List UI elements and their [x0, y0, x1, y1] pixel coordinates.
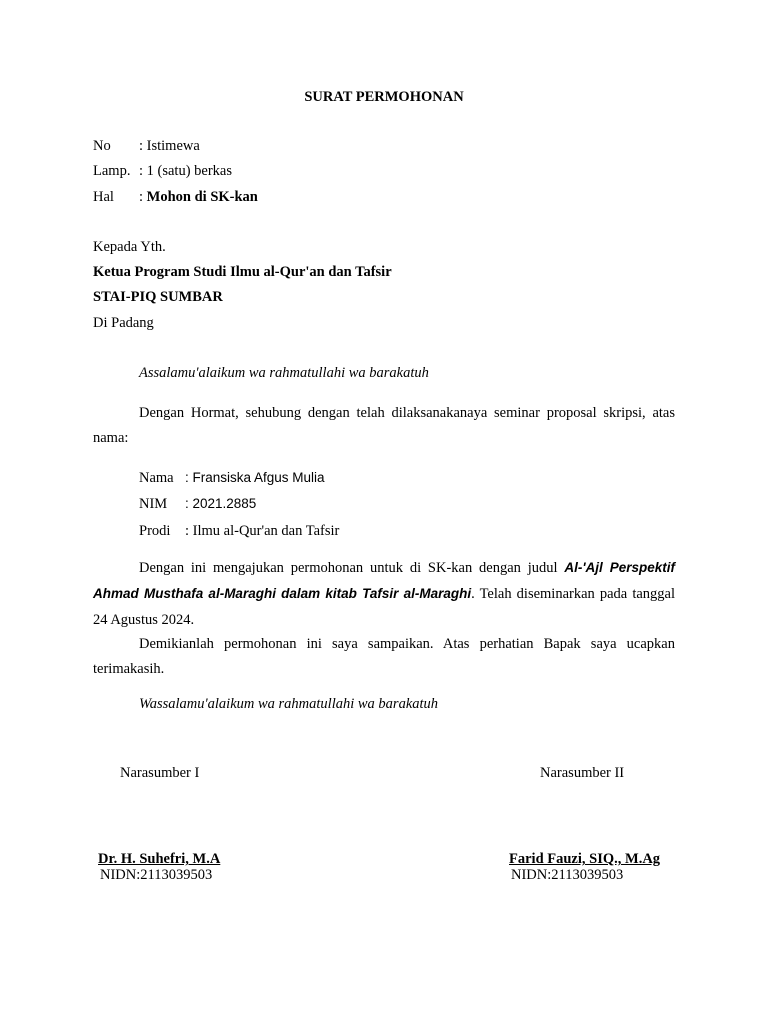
header-lamp-value: : 1 (satu) berkas [139, 163, 233, 179]
signature-nidn-1: NIDN:2113039503 [100, 867, 213, 883]
closing-paragraph [93, 632, 675, 682]
letter-title: SURAT PERMOHONAN [304, 89, 464, 105]
header-hal-colon: : [139, 189, 144, 205]
header-no-value: : Istimewa [139, 138, 200, 154]
student-name-value: : Fransiska Afgus Mulia [185, 470, 325, 485]
signature-nidn-2: NIDN:2113039503 [511, 867, 624, 883]
header-hal-subject: Mohon di SK-kan [146, 189, 258, 205]
student-nim-label: NIM [139, 496, 168, 512]
signature-name-2: Farid Fauzi, SIQ., M.Ag [509, 851, 661, 867]
request-after: . Telah diseminarkan pada tanggal 24 Agustus 2024. [93, 586, 676, 628]
student-prodi-label: Prodi [139, 523, 171, 539]
header-lamp-label: Lamp. [93, 163, 131, 179]
recipient-line2: STAI-PIQ SUMBAR [93, 289, 223, 305]
header-hal-label: Hal [93, 189, 114, 205]
salam-close: Wassalamu'alaikum wa rahmatullahi wa barakatuh [139, 696, 439, 712]
student-prodi-value: : Ilmu al-Qur'an dan Tafsir [185, 523, 340, 539]
intro-paragraph [93, 401, 675, 451]
intro-text: Dengan Hormat, sehubung dengan telah dilaksanakanaya seminar proposal skripsi, atas nama: [93, 405, 675, 446]
recipient-line1: Ketua Program Studi Ilmu al-Qur'an dan Tafsir [93, 264, 392, 280]
signature-name-1: Dr. H. Suhefri, M.A [98, 851, 221, 867]
request-paragraph [93, 555, 675, 633]
salam-open: Assalamu'alaikum wa rahmatullahi wa barakatuh [139, 365, 429, 381]
recipient-greeting: Kepada Yth. [93, 239, 166, 255]
header-hal-value [139, 189, 258, 206]
request-before: Dengan ini mengajukan permohonan untuk di SK-kan dengan judul [139, 560, 558, 576]
closing-text: Demikianlah permohonan ini saya sampaikan. Atas perhatian Bapak saya ucapkan terimakasih. [93, 636, 675, 677]
thesis-title: Al-'Ajl Perspektif Ahmad Musthafa al-Maraghi dalam kitab Tafsir al-Maraghi [93, 560, 675, 601]
recipient-line3: Di Padang [93, 315, 154, 331]
student-nim-value: : 2021.2885 [185, 496, 257, 511]
signature-role-1: Narasumber I [120, 765, 200, 781]
signature-role-2: Narasumber II [540, 765, 625, 781]
header-no-label: No [93, 138, 111, 154]
student-name-label: Nama [139, 470, 174, 486]
